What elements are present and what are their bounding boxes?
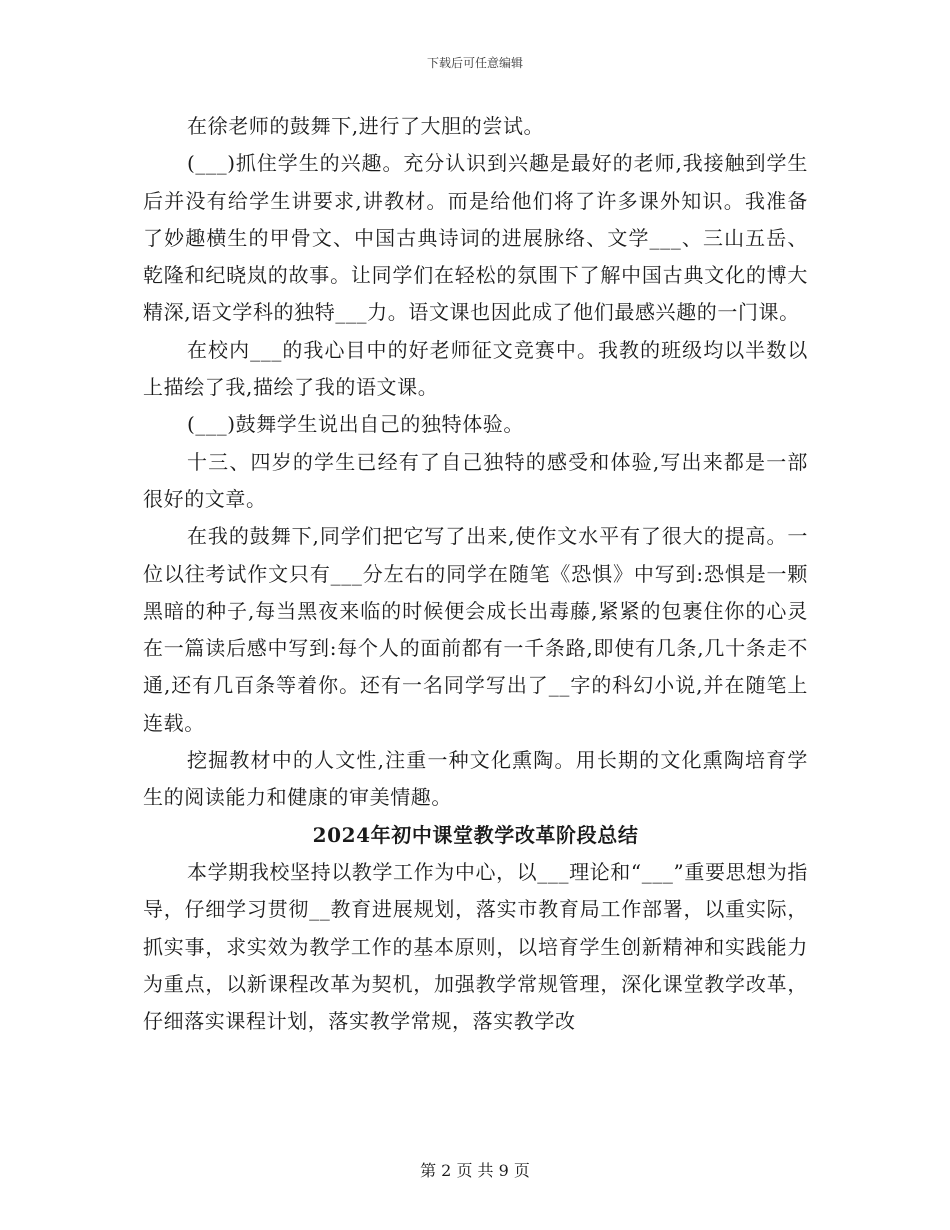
page-header: 下载后可任意编辑 xyxy=(426,56,523,70)
page-number-footer: 第 2 页 共 9 页 xyxy=(420,1161,530,1180)
document-body xyxy=(143,108,808,1040)
paragraph-4: (___)鼓舞学生说出自己的独特体验。 xyxy=(187,412,525,437)
paragraph-6: 在我的鼓舞下,同学们把它写了出来,使作文水平有了很大的提高。一位以往考试作文只有___分左右的同学在随笔《恐惧》中写到:恐惧是一颗黑暗的种子,每当黑夜来临的时候便会成长出毒藤,紧紧的包裹住你的心灵在一篇读后感中写到:每个人的面前都有一千条路,即使有几条,几十条走不通,还有几百条等着你。还有一名同学写出了__字的科幻小说,并在随笔上连载。 xyxy=(143,524,808,735)
section-paragraph: 本学期我校坚持以教学工作为中心，以___理论和“___”重要思想为指导，仔细学习贯彻__教育进展规划，落实市教育局工作部署，以重实际，抓实事，求实效为教学工作的基本原则，以培育学生创新精神和实践能力为重点，以新课程改革为契机，加强教学常规管理，深化课堂教学改革，仔细落实课程计划，落实教学常规，落实教学改 xyxy=(143,859,808,1034)
paragraph-1: 在徐老师的鼓舞下,进行了大胆的尝试。 xyxy=(187,114,545,138)
paragraph-5: 十三、四岁的学生已经有了自己独特的感受和体验,写出来都是一部很好的文章。 xyxy=(143,449,808,511)
paragraph-2: (___)抓住学生的兴趣。充分认识到兴趣是最好的老师,我接触到学生后并没有给学生讲要求,讲教材。而是给他们将了许多课外知识。我准备了妙趣横生的甲骨文、中国古典诗词的进展脉络、文学___、三山五岳、乾隆和纪晓岚的故事。让同学们在轻松的氛围下了解中国古典文化的博大精深,语文学科的独特___力。语文课也因此成了他们最感兴趣的一门课。 xyxy=(143,151,808,325)
paragraph-7: 挖掘教材中的人文性,注重一种文化熏陶。用长期的文化熏陶培育学生的阅读能力和健康的审美情趣。 xyxy=(143,748,808,810)
paragraph-3: 在校内___的我心目中的好老师征文竞赛中。我教的班级均以半数以上描绘了我,描绘了我的语文课。 xyxy=(143,337,808,400)
section-title: 2024年初中课堂教学改革阶段总结 xyxy=(312,822,639,847)
